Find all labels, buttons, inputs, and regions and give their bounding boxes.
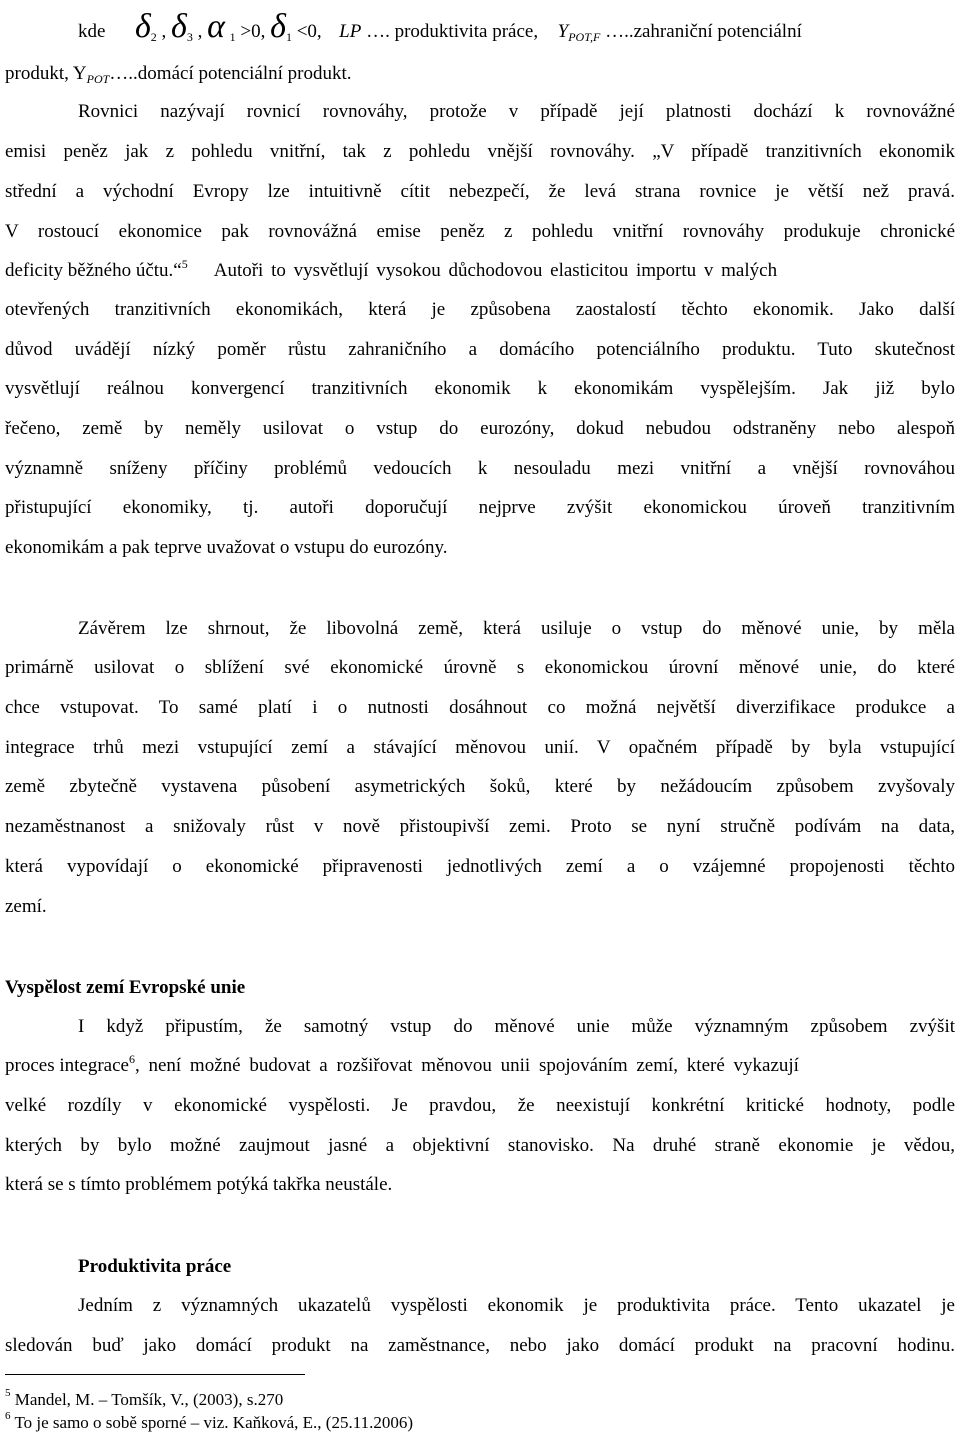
paragraph-line: významně sníženy příčiny problémů vedoucích k nesouladu mezi vnitřní a vnější rovnováhou <box>5 458 955 479</box>
paragraph-line: Rovnici nazývají rovnicí rovnováhy, protože v případě její platnosti dochází k rovnovážné <box>78 101 955 122</box>
subscript: POT,F <box>568 30 601 44</box>
lp-description: …. produktivita práce, <box>366 21 539 42</box>
delta-symbol: δ <box>270 8 286 45</box>
comma: , <box>197 21 203 42</box>
y-symbol: Y <box>557 21 569 42</box>
footnote <box>5 1387 284 1410</box>
paragraph-line <box>5 62 955 88</box>
paragraph-line: řečeno, země by neměly usilovat o vstup do eurozóny, dokud nebudou odstraněny nebo alespoň <box>5 418 955 439</box>
paragraph-line: sledován buď jako domácí produkt na zaměstnance, nebo jako domácí produkt na pracovní hodinu. <box>5 1335 955 1356</box>
text: Autoři to vysvětlují vysokou důchodovou elasticitou importu v malých <box>213 260 778 281</box>
footnote <box>5 1410 413 1433</box>
paragraph-line: Jedním z významných ukazatelů vyspělosti ekonomik je produktivita práce. Tento ukazatel je <box>78 1295 955 1316</box>
kde-text: kde <box>78 21 106 42</box>
footnote-text: Mandel, M. – Tomšík, V., (2003), s.270 <box>10 1390 284 1409</box>
paragraph-line: ekonomikám a pak teprve uvažovat o vstupu do eurozóny. <box>5 537 448 558</box>
comma: , <box>161 21 167 42</box>
section-heading: Produktivita práce <box>78 1256 232 1277</box>
paragraph-line: země zbytečně vystavena působení asymetrických šoků, které by nežádoucím způsobem zvyšovaly <box>5 776 955 797</box>
footnote-number: 6 <box>5 1410 11 1423</box>
text: , není možné budovat a rozšiřovat měnovou unii spojováním zemí, které vykazují <box>134 1055 799 1076</box>
delta-symbol: δ <box>134 8 151 45</box>
section-heading: Vyspělost zemí Evropské unie <box>5 977 246 998</box>
subscript: 2 <box>150 30 157 44</box>
paragraph-line: zemí. <box>5 896 47 917</box>
paragraph-line: emisi peněz jak z pohledu vnitřní, tak z pohledu vnější rovnováhy. „V případě tranzitivních ekonomik <box>5 141 955 162</box>
paragraph-line: otevřených tranzitivních ekonomikách, která je způsobena zaostalostí těchto ekonomik. Jako další <box>5 299 955 320</box>
paragraph-line: Závěrem lze shrnout, že libovolná země, která usiluje o vstup do měnové unie, by měla <box>78 618 955 639</box>
paragraph-line: I když připustím, že samotný vstup do měnové unie může významným způsobem zvýšit <box>78 1016 955 1037</box>
paragraph-line: důvod uvádějí nízký poměr růstu zahraničního a domácího potenciálního produktu. Tuto skutečnost <box>5 339 955 360</box>
paragraph-line: která se s tímto problémem potýká takřka neustále. <box>5 1174 393 1195</box>
subscript: 3 <box>186 30 193 44</box>
text: proces integrace <box>5 1055 129 1076</box>
footnote-divider <box>5 1374 305 1375</box>
paragraph-line: V rostoucí ekonomice pak rovnovážná emise peněz z pohledu vnitřní rovnováhy produkuje chronické <box>5 221 955 242</box>
paragraph-line: přistupující ekonomiky, tj. autoři doporučují nejprve zvýšit ekonomickou úroveň tranzitivním <box>5 497 955 518</box>
paragraph-line: která vypovídají o ekonomické připravenosti jednotlivých zemí a o vzájemné propojenosti těchto <box>5 856 955 877</box>
gt-text: >0, <box>240 21 266 42</box>
delta-symbol: δ <box>171 8 187 45</box>
alpha-symbol: α <box>207 8 225 45</box>
lp-symbol: LP <box>339 21 362 42</box>
lt-text: <0, <box>296 21 322 42</box>
formula-line <box>78 10 958 46</box>
ypotf-description: …..zahraniční potenciální <box>605 21 802 42</box>
text: produkt, Y <box>5 63 87 84</box>
subscript: 1 <box>229 30 236 44</box>
paragraph-line: střední a východní Evropy lze intuitivně cítit nebezpečí, že levá strana rovnice je větší než pravá. <box>5 181 955 202</box>
footnote-number: 5 <box>5 1387 11 1400</box>
paragraph-line: chce vstupovat. To samé platí i o nutnosti dosáhnout co možná největší diverzifikace produkce a <box>5 697 955 718</box>
paragraph-line: kterých by bylo možné zaujmout jasné a objektivní stanovisko. Na druhé straně ekonomie je vědou, <box>5 1135 955 1156</box>
paragraph-line: nezaměstnanost a snižovaly růst v nově přistoupivší zemi. Proto se nyní stručně podívám na data, <box>5 816 955 837</box>
text: deficity běžného účtu.“ <box>5 260 182 281</box>
footnote-ref: 6 <box>128 1052 135 1066</box>
footnote-text: To je samo o sobě sporné – viz. Kaňková, E., (25.11.2006) <box>10 1413 413 1432</box>
text: …..domácí potenciální produkt. <box>109 63 352 84</box>
paragraph-line <box>5 259 955 285</box>
paragraph-line: velké rozdíly v ekonomické vyspělosti. Je pravdou, že neexistují konkrétní kritické hodnoty, podle <box>5 1095 955 1116</box>
paragraph-line <box>5 1054 955 1080</box>
subscript: POT <box>86 72 110 86</box>
subscript: 1 <box>285 30 292 44</box>
paragraph-line: integrace trhů mezi vstupující zemí a stávající měnovou unií. V opačném případě by byla vstupující <box>5 737 955 758</box>
paragraph-line: vysvětlují reálnou konvergencí tranzitivních ekonomik k ekonomikám vyspělejším. Jak již bylo <box>5 378 955 399</box>
paragraph-line: primárně usilovat o sblížení své ekonomické úrovně s ekonomickou úrovní měnové unie, do které <box>5 657 955 678</box>
footnote-ref: 5 <box>181 257 188 271</box>
